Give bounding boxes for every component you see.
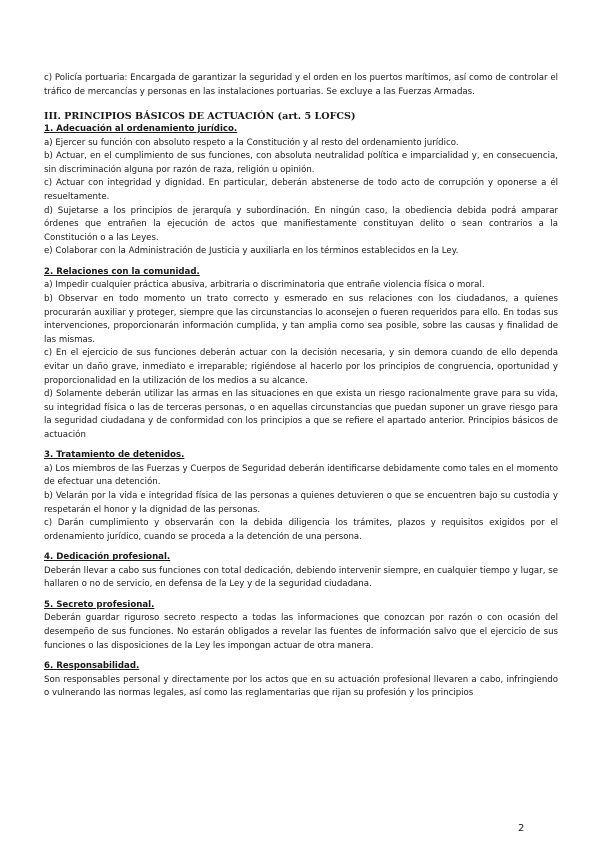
intro-paragraph: c) Policía portuaria: Encargada de garantizar la seguridad y el orden en los puertos marítimos, así como de controlar el tráfico de mercancías y personas en las instalaciones portuarias. Se excluye a las Fuerzas Armadas. (44, 73, 558, 97)
paragraph: c) Actuar con integridad y dignidad. En particular, deberán abstenerse de todo acto de corrupción y oponerse a él resueltamente. (44, 178, 558, 202)
paragraph: a) Impedir cualquier práctica abusiva, arbitraria o discriminatoria que entrañe violencia física o moral. (44, 280, 485, 291)
paragraph: d) Sujetarse a los principios de jerarquía y subordinación. En ningún caso, la obediencia debida podrá amparar órdenes que entrañen la ejecución de actos que manifiestamente constituyan delito o sean contrarios a la Constitución o a las Leyes. (44, 205, 558, 243)
subsection (44, 123, 558, 259)
paragraph: d) Solamente deberán utilizar las armas en las situaciones en que exista un riesgo racionalmente grave para su vida, su integridad física o las de terceras personas, o en aquellas circunstancias que puedan suponer un grave riesgo para la seguridad ciudadana y de conformidad con los principios a que se refiere el apartado anterior. Principios básicos de actuación (44, 389, 558, 440)
page-number: 2 (518, 823, 525, 834)
subsection (44, 449, 558, 544)
paragraph: c) Darán cumplimiento y observarán con la debida diligencia los trámites, plazos y requisitos exigidos por el ordenamiento jurídico, cuando se proceda a la detención de una persona. (44, 518, 558, 542)
paragraph: e) Colaborar con la Administración de Justicia y auxiliarla en los términos establecidos en la Ley. (44, 246, 459, 257)
paragraph: Son responsables personal y directamente por los actos que en su actuación profesional llevaren a cabo, infringiendo o vulnerando las normas legales, así como las reglamentarias que rijan su profesión y los principios (44, 674, 558, 699)
paragraph: a) Ejercer su función con absoluto respeto a la Constitución y al resto del ordenamiento jurídico. (44, 137, 459, 148)
subsection (44, 266, 558, 443)
paragraph: b) Actuar, en el cumplimiento de sus funciones, con absoluta neutralidad política e imparcialidad y, en consecuencia, sin discriminación alguna por razón de raza, religión u opinión. (44, 151, 558, 175)
paragraph: b) Observar en todo momento un trato correcto y esmerado en sus relaciones con los ciudadanos, a quienes procurarán auxiliar y proteger, siempre que las circunstancias lo aconsejen o fueren requeridos para ello. En todas sus intervenciones, proporcionarán información cumplida, y tan amplia como sea posible, sobre las causas y finalidad de las mismas. (44, 293, 558, 345)
paragraph: a) Los miembros de las Fuerzas y Cuerpos de Seguridad deberán identificarse debidamente como tales en el momento de efectuar una detención. (44, 463, 558, 488)
subsection-title: 2. Relaciones con la comunidad. (44, 266, 200, 277)
subsection-title: 6. Responsabilidad. (44, 661, 140, 672)
subsection-title: 4. Dedicación profesional. (44, 552, 171, 563)
subsection (44, 599, 558, 653)
subsection-title: 1. Adecuación al ordenamiento jurídico. (44, 124, 238, 135)
paragraph: c) En el ejercicio de sus funciones deberán actuar con la decisión necesaria, y sin demora cuando de ello dependa evitar un daño grave, inmediato e irreparable; rigiéndose al hacerlo por los principios de congruencia, oportunidad y proporcionalidad en la utilización de los medios a su alcance. (44, 348, 558, 386)
paragraph: Deberán guardar riguroso secreto respecto a todas las informaciones que conozcan por razón o con ocasión del desempeño de sus funciones. No estarán obligados a revelar las fuentes de información salvo que el ejercicio de sus funciones o las disposiciones de la Ley les impongan actuar de otra manera. (44, 613, 558, 651)
subsection-title: 5. Secreto profesional. (44, 600, 155, 611)
subsection (44, 551, 558, 592)
section-heading: III. PRINCIPIOS BÁSICOS DE ACTUACIÓN (art. 5 LOFCS) (44, 111, 356, 123)
sections-container (44, 123, 558, 701)
subsection-title: 3. Tratamiento de detenidos. (44, 450, 185, 461)
paragraph: b) Velarán por la vida e integridad física de las personas a quienes detuvieren o que se encuentren bajo su custodia y respetarán el honor y la dignidad de las personas. (44, 491, 558, 515)
subsection (44, 660, 558, 701)
document-page (44, 72, 558, 701)
paragraph: Deberán llevar a cabo sus funciones con total dedicación, debiendo intervenir siempre, en cualquier tiempo y lugar, se hallaren o no de servicio, en defensa de la Ley y de la seguridad ciudadana. (44, 565, 558, 590)
